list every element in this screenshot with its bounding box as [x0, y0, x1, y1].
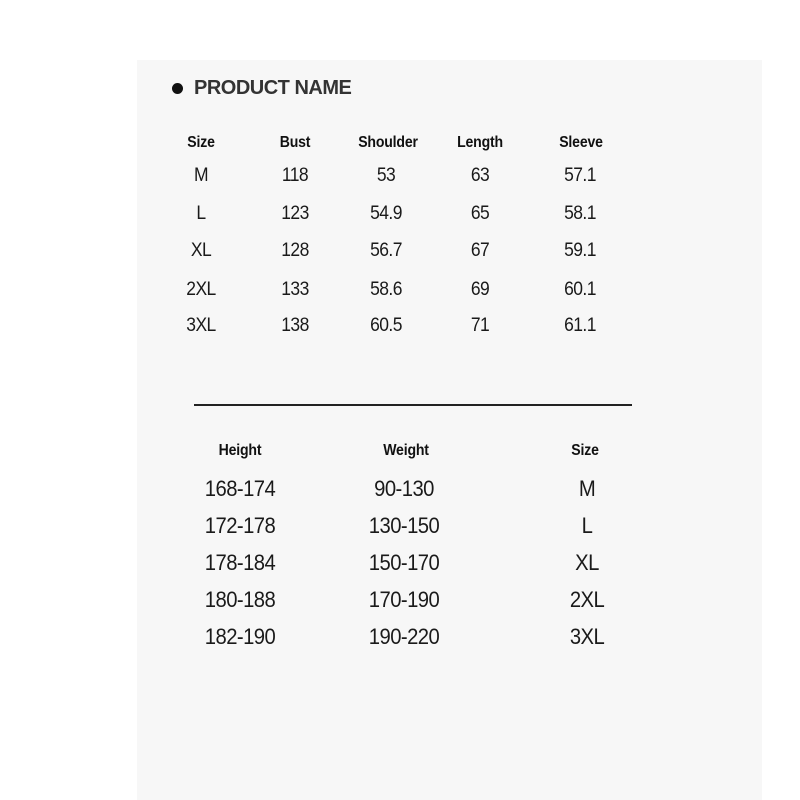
cell-bust: 133 — [281, 279, 309, 300]
table-row — [0, 311, 800, 341]
cell-sleeve: 57.1 — [564, 165, 596, 186]
cell-bust: 123 — [281, 203, 309, 224]
cell-weight: 90-130 — [374, 476, 434, 501]
header-shoulder: Shoulder — [358, 134, 418, 151]
cell-weight: 130-150 — [368, 513, 440, 538]
cell-size: XL — [575, 550, 599, 575]
cell-shoulder: 56.7 — [370, 240, 402, 261]
cell-height: 182-190 — [204, 624, 276, 649]
cell-bust: 138 — [281, 315, 309, 336]
cell-size: L — [581, 513, 593, 538]
cell-sleeve: 59.1 — [564, 240, 596, 261]
header-size: Size — [571, 442, 599, 459]
cell-bust: 128 — [281, 240, 309, 261]
cell-size: 2XL — [186, 279, 216, 300]
cell-weight: 170-190 — [368, 587, 440, 612]
table-row — [0, 199, 800, 229]
cell-weight: 150-170 — [368, 550, 440, 575]
header-sleeve: Sleeve — [559, 134, 603, 151]
cell-size: 3XL — [186, 315, 216, 336]
table-row — [0, 511, 800, 541]
cell-size: XL — [190, 240, 212, 261]
cell-size: M — [193, 165, 209, 186]
cell-bust: 118 — [281, 165, 309, 186]
header-length: Length — [457, 134, 503, 151]
cell-length: 71 — [470, 315, 490, 336]
cell-height: 168-174 — [204, 476, 276, 501]
cell-height: 178-184 — [204, 550, 276, 575]
cell-shoulder: 53 — [376, 165, 396, 186]
header-bust: Bust — [279, 134, 311, 151]
table-row — [0, 585, 800, 615]
cell-length: 67 — [470, 240, 490, 261]
table-row — [0, 474, 800, 504]
header-size: Size — [187, 134, 215, 151]
cell-size: L — [196, 203, 206, 224]
title-row — [172, 74, 351, 102]
table-row — [0, 236, 800, 266]
cell-sleeve: 60.1 — [564, 279, 596, 300]
cell-sleeve: 61.1 — [564, 315, 596, 336]
product-title: PRODUCT NAME — [194, 76, 352, 99]
measurement-header-row — [0, 128, 800, 158]
cell-size: M — [578, 476, 596, 501]
bullet-icon — [172, 83, 183, 94]
header-weight: Weight — [383, 442, 429, 459]
cell-size: 3XL — [569, 624, 605, 649]
table-row — [0, 275, 800, 305]
cell-sleeve: 58.1 — [564, 203, 596, 224]
cell-size: 2XL — [569, 587, 605, 612]
size-guide-header-row — [0, 436, 800, 466]
table-row — [0, 161, 800, 191]
cell-height: 172-178 — [204, 513, 276, 538]
table-row — [0, 622, 800, 652]
cell-length: 69 — [470, 279, 490, 300]
table-row — [0, 548, 800, 578]
cell-weight: 190-220 — [368, 624, 440, 649]
header-height: Height — [218, 442, 262, 459]
section-divider — [194, 404, 632, 406]
cell-height: 180-188 — [204, 587, 276, 612]
cell-length: 65 — [470, 203, 490, 224]
cell-length: 63 — [470, 165, 490, 186]
cell-shoulder: 58.6 — [370, 279, 402, 300]
cell-shoulder: 60.5 — [370, 315, 402, 336]
cell-shoulder: 54.9 — [370, 203, 402, 224]
